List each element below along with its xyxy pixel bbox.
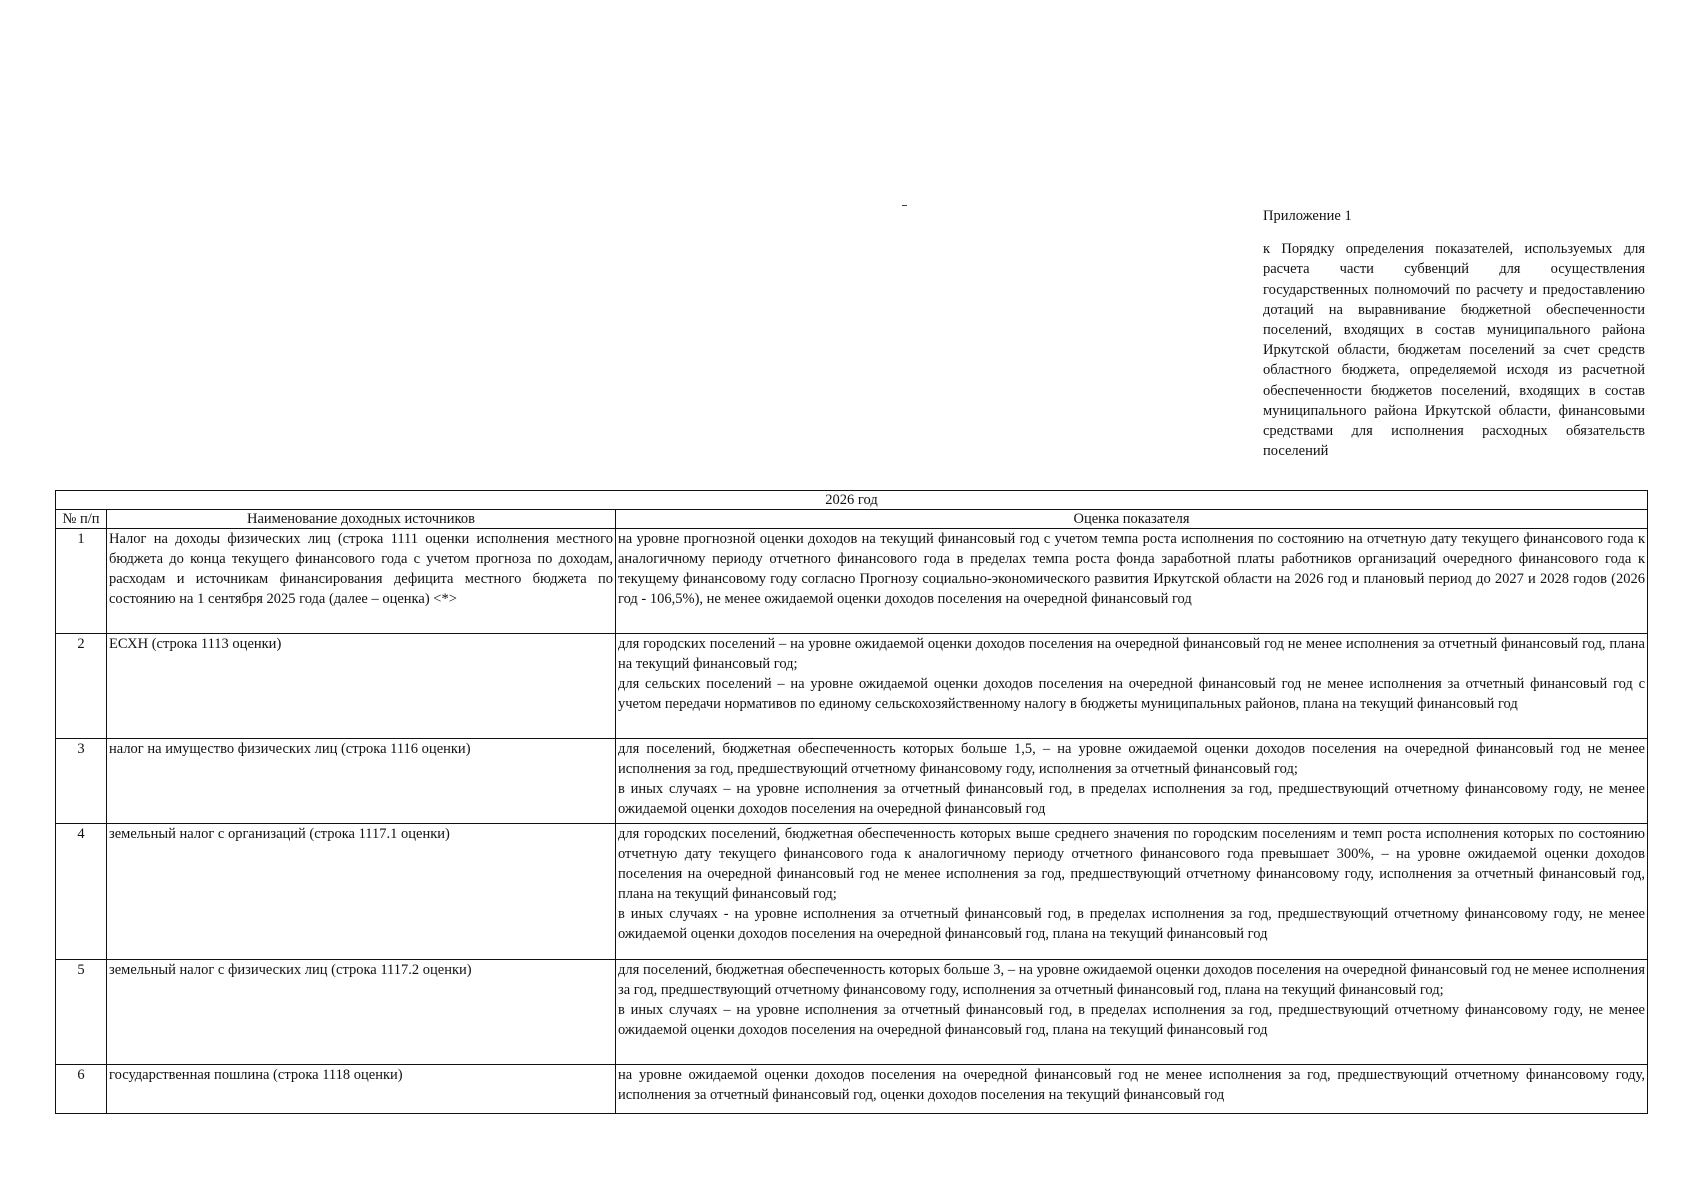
indicators-table-wrap xyxy=(55,490,1648,1114)
row-num: 1 xyxy=(56,529,107,634)
row-evaluation xyxy=(616,1065,1648,1114)
evaluation-paragraph: для поселений, бюджетная обеспеченность которых больше 1,5, – на уровне ожидаемой оценки доходов поселения на очередной финансовый год не менее исполнения за год, предшествующий отчетному финансовому году, исполнения за отчетный финансовый год; xyxy=(618,741,1645,777)
evaluation-paragraph: для сельских поселений – на уровне ожидаемой оценки доходов поселения на очередной финансовый год не менее исполнения за отчетный финансовый год с учетом передачи нормативов по единому сельскохозяйственному налогу в бюджеты муниципальных районов, плана на текущий финансовый год xyxy=(618,676,1645,712)
evaluation-paragraph: на уровне прогнозной оценки доходов на текущий финансовый год с учетом темпа роста исполнения по состоянию на отчетную дату текущего финансового года к аналогичному периоду отчетного финансового года в пределах темпа роста фонда заработной платы работников организаций очередного финансового года к текущему финансовому году согласно Прогнозу социально-экономического развития Иркутской области на 2026 год и плановый период до 2027 и 2028 годов (2026 год - 106,5%), не менее ожидаемой оценки доходов поселения на очередной финансовый год xyxy=(618,531,1645,607)
evaluation-paragraph: на уровне ожидаемой оценки доходов поселения на очередной финансовый год не менее исполнения за год, предшествующий отчетному финансовому году, исполнения за отчетный финансовый год, оценки доходов поселения на текущий финансовый год xyxy=(618,1067,1645,1103)
table-row xyxy=(56,529,1648,634)
table-row xyxy=(56,960,1648,1065)
row-evaluation xyxy=(616,739,1648,824)
appendix-text: к Порядку определения показателей, используемых для расчета части субвенций для осуществления государственных полномочий по расчету и предоставлению дотаций на выравнивание бюджетной обеспеченности поселений, входящих в состав муниципального района Иркутской области, бюджетам поселений за счет средств областного бюджета, определяемой исходя из расчетной обеспеченности бюджетов поселений, входящих в состав муниципального района Иркутской области, финансовыми средствами для исполнения расходных обязательств поселений xyxy=(1263,241,1645,460)
row-num: 4 xyxy=(56,824,107,960)
row-source: налог на имущество физических лиц (строка 1116 оценки) xyxy=(107,739,616,824)
appendix-title: Приложение 1 xyxy=(1263,208,1352,224)
column-header-num: № п/п xyxy=(56,510,107,529)
row-source: земельный налог с организаций (строка 1117.1 оценки) xyxy=(107,824,616,960)
row-source: ЕСХН (строка 1113 оценки) xyxy=(107,634,616,739)
evaluation-paragraph: для городских поселений – на уровне ожидаемой оценки доходов поселения на очередной финансовый год не менее исполнения за отчетный финансовый год, плана на текущий финансовый год; xyxy=(618,636,1645,672)
evaluation-paragraph: для городских поселений, бюджетная обеспеченность которых выше среднего значения по городским поселениям и темп роста исполнения которых по состоянию отчетную дату текущего финансового года к аналогичному периоду отчетного финансового года превышает 300%, – на уровне ожидаемой оценки доходов поселения на очередной финансовый год не менее исполнения за год, предшествующий отчетному финансовому году, исполнения за отчетный финансовый год, плана на текущий финансовый год; xyxy=(618,826,1645,902)
column-header-source: Наименование доходных источников xyxy=(107,510,616,529)
column-header-evaluation: Оценка показателя xyxy=(616,510,1648,529)
table-row xyxy=(56,634,1648,739)
row-source: Налог на доходы физических лиц (строка 1111 оценки исполнения местного бюджета до конца текущего финансового года с учетом прогноза по доходам, расходам и источникам финансирования дефицита местного бюджета по состоянию на 1 сентября 2025 года (далее – оценка) <*> xyxy=(107,529,616,634)
appendix-block xyxy=(1263,206,1645,461)
row-evaluation xyxy=(616,824,1648,960)
row-source: государственная пошлина (строка 1118 оценки) xyxy=(107,1065,616,1114)
row-evaluation xyxy=(616,529,1648,634)
year-header: 2026 год xyxy=(56,491,1648,510)
table-row xyxy=(56,1065,1648,1114)
table-row xyxy=(56,739,1648,824)
row-num: 2 xyxy=(56,634,107,739)
row-num: 5 xyxy=(56,960,107,1065)
row-evaluation xyxy=(616,960,1648,1065)
row-num: 6 xyxy=(56,1065,107,1114)
row-num: 3 xyxy=(56,739,107,824)
evaluation-paragraph: в иных случаях – на уровне исполнения за отчетный финансовый год, в пределах исполнения за год, предшествующий отчетному финансовому году, не менее ожидаемой оценки доходов поселения на очередной финансовый год, плана на текущий финансовый год xyxy=(618,1002,1645,1038)
row-source: земельный налог с физических лиц (строка 1117.2 оценки) xyxy=(107,960,616,1065)
evaluation-paragraph: для поселений, бюджетная обеспеченность которых больше 3, – на уровне ожидаемой оценки доходов поселения на очередной финансовый год не менее исполнения за год, предшествующий отчетному финансовому году, исполнения за отчетный финансовый год, плана на текущий финансовый год; xyxy=(618,962,1645,998)
evaluation-paragraph: в иных случаях – на уровне исполнения за отчетный финансовый год, в пределах исполнения за год, предшествующий отчетному финансовому году, не менее ожидаемой оценки доходов поселения на очередной финансовый год xyxy=(618,781,1645,817)
evaluation-paragraph: в иных случаях - на уровне исполнения за отчетный финансовый год, в пределах исполнения за год, предшествующий отчетному финансовому году, не менее ожидаемой оценки доходов поселения на очередной финансовый год, плана на текущий финансовый год xyxy=(618,906,1645,942)
scan-mark xyxy=(902,205,907,206)
table-row xyxy=(56,824,1648,960)
indicators-table xyxy=(55,490,1648,1114)
row-evaluation xyxy=(616,634,1648,739)
